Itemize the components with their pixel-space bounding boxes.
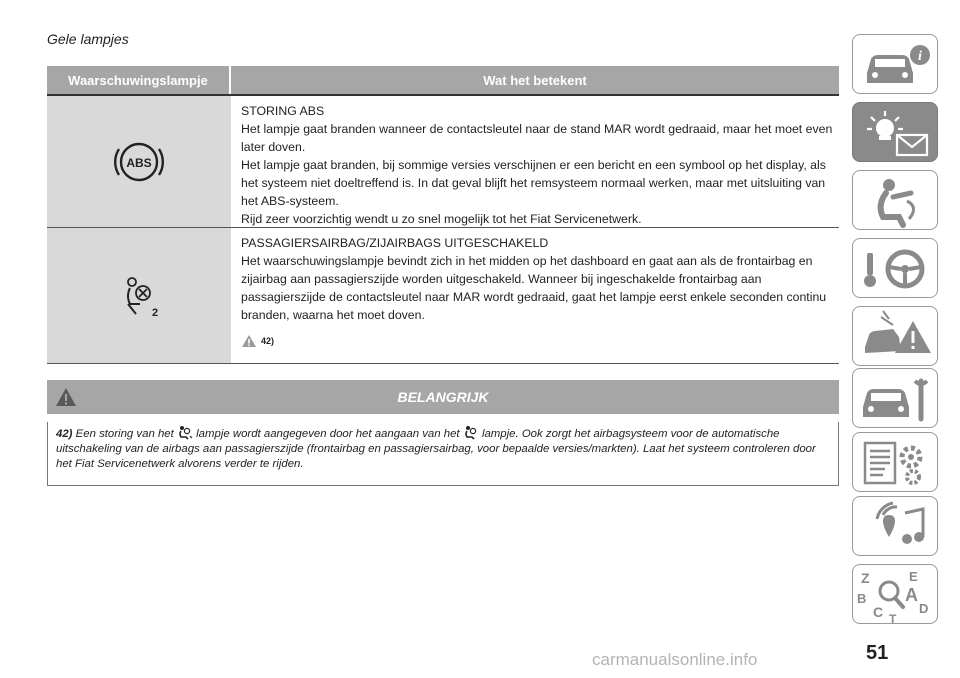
reference-line [241, 332, 839, 350]
index-letter: E [909, 569, 918, 584]
tab-emergency[interactable] [852, 306, 938, 366]
specs-gear-icon [853, 433, 939, 493]
header-meaning: Wat het betekent [483, 72, 587, 88]
tab-maintenance[interactable] [852, 368, 938, 428]
index-letter: Z [861, 570, 870, 586]
svg-text:i: i [918, 49, 922, 64]
tab-warning-lights[interactable] [852, 102, 938, 162]
important-box [47, 380, 839, 486]
index-letter: C [873, 604, 884, 620]
index-letter: T [889, 612, 897, 625]
airbag-icon [177, 425, 193, 440]
airbag-icon-label: 2 [152, 306, 159, 319]
tab-car-info[interactable] [852, 34, 938, 94]
abs-warning-icon [109, 137, 169, 187]
header-warning-light: Waarschuwingslampje [47, 66, 231, 94]
watermark: carmanualsonline.info [592, 650, 758, 669]
row-paragraph: Het lampje gaat branden wanneer de contactsleutel naar de stand MAR wordt gedraaid, maar het moet even later doven. [241, 122, 833, 154]
car-info-icon [853, 35, 939, 95]
abs-icon-label: ABS [126, 155, 152, 170]
important-title: BELANGRIJK [397, 389, 489, 405]
important-body [47, 422, 839, 486]
note-text: Een storing van het [75, 428, 174, 440]
airbag-icon [463, 425, 479, 440]
table-header [47, 66, 839, 96]
note-number: 42) [56, 428, 73, 440]
row-title: STORING ABS [241, 104, 325, 118]
icon-cell [47, 96, 231, 227]
table-row [47, 228, 839, 364]
note-text: lampje wordt aangegeven door het aangaan van het [196, 428, 460, 440]
row-paragraph: Het lampje gaat branden, bij sommige versies verschijnen er een bericht en een symbool op het display, als het systeem niet doeltreffend is. In dat geval blijft het remsysteem normaal werken, maar met uitsluiting van het ABS-systeem. [241, 158, 826, 208]
passenger-airbag-off-icon [114, 271, 164, 321]
row-title: PASSAGIERSAIRBAG/ZIJAIRBAGS UITGESCHAKELD [241, 236, 549, 250]
warning-lights-table [47, 66, 839, 364]
tab-safety[interactable] [852, 170, 938, 230]
tab-starting-driving[interactable] [852, 238, 938, 298]
tab-index[interactable] [852, 564, 938, 624]
index-letter: D [919, 601, 929, 616]
icon-cell [47, 228, 231, 363]
warning-light-message-icon [853, 103, 939, 163]
warning-triangle-icon [55, 387, 77, 407]
reference-number[interactable]: 42) [261, 336, 275, 346]
row-paragraph: Het waarschuwingslampje bevindt zich in het midden op het dashboard en gaat aan als de frontairbag en zijairbag aan passagierszijde worden uitgeschakeld. Wanneer bij ingeschakelde frontairbag aan passagierszijde de contactsleutel naar MAR wordt gedraaid, gaat het lampje eerst enkele seconden continu branden, waarna het moet doven. [241, 254, 827, 322]
page-number: 51 [866, 642, 889, 664]
multimedia-music-icon [853, 497, 939, 557]
seat-airbag-icon [853, 171, 939, 231]
section-title: Gele lampjes [47, 31, 129, 47]
row-description [231, 96, 839, 227]
car-wrench-icon [853, 369, 939, 429]
tab-multimedia[interactable] [852, 496, 938, 556]
important-header [47, 380, 839, 414]
note-text: lampje. Ook zorgt het airbagsysteem voor de automatische uitschakeling van de airbags aan passagierszijde (frontairbag en passagiersairbag, voor bepaalde versies/markten). Laat het systeem controleren door het Fiat Servicenetwerk alvorens verder te rijden. [56, 428, 816, 470]
tab-technical-data[interactable] [852, 432, 938, 492]
table-row [47, 96, 839, 228]
row-description [231, 228, 839, 363]
crash-warning-icon [853, 307, 939, 367]
index-search-icon [853, 565, 939, 625]
key-steering-wheel-icon [853, 239, 939, 299]
index-letter: A [905, 585, 918, 605]
warning-triangle-icon [241, 334, 257, 348]
index-letter: B [857, 591, 867, 606]
row-paragraph: Rijd zeer voorzichtig wendt u zo snel mogelijk tot het Fiat Servicenetwerk. [241, 212, 642, 226]
